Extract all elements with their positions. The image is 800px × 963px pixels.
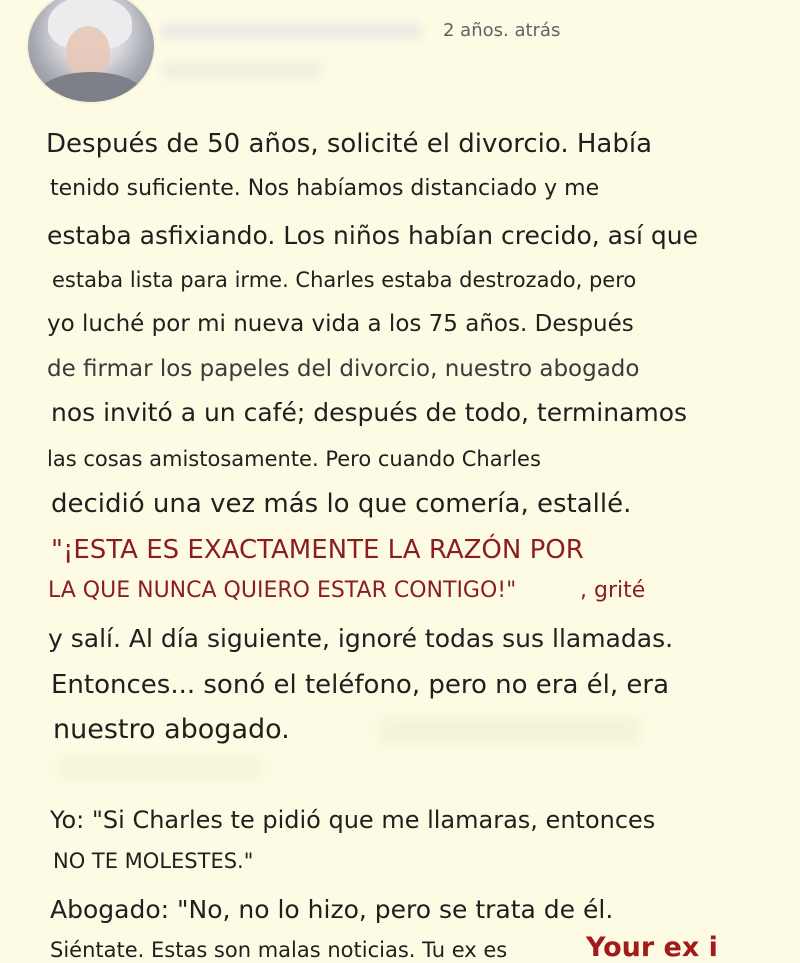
background-smudge (380, 718, 640, 744)
story-line: estaba asfixiando. Los niños habían crecido, así que (47, 221, 698, 250)
story-line: , grité (580, 578, 646, 603)
story-line: nuestro abogado. (53, 714, 290, 745)
story-line: Yo: "Si Charles te pidió que me llamaras, entonces (50, 806, 656, 834)
story-line: estaba lista para irme. Charles estaba destrozado, pero (52, 268, 637, 292)
post-timestamp: 2 años. atrás (443, 20, 561, 41)
story-line: tenido suficiente. Nos habíamos distanciado y me (50, 176, 600, 201)
story-shout-line: LA QUE NUNCA QUIERO ESTAR CONTIGO!" (48, 578, 517, 603)
background-smudge (60, 758, 260, 778)
story-line: las cosas amistosamente. Pero cuando Charles (47, 447, 541, 471)
overlay-caption: Your ex i (586, 932, 718, 963)
story-line: decidió una vez más lo que comería, estallé. (51, 489, 632, 519)
story-line: Después de 50 años, solicité el divorcio. Había (46, 129, 652, 159)
story-line: nos invitó a un café; después de todo, terminamos (51, 398, 688, 427)
story-line: yo luché por mi nueva vida a los 75 años. Después (47, 311, 634, 337)
story-line: Siéntate. Estas son malas noticias. Tu ex es (50, 938, 508, 960)
story-line: NO TE MOLESTES." (53, 849, 254, 873)
story-line: de firmar los papeles del divorcio, nuestro abogado (47, 356, 640, 382)
story-line: Entonces... sonó el teléfono, pero no era él, era (51, 670, 670, 700)
story-line: Abogado: "No, no lo hizo, pero se trata de él. (50, 895, 614, 924)
story-line: y salí. Al día siguiente, ignoré todas sus llamadas. (48, 624, 674, 653)
story-shout-line: "¡ESTA ES EXACTAMENTE LA RAZÓN POR (51, 535, 584, 565)
